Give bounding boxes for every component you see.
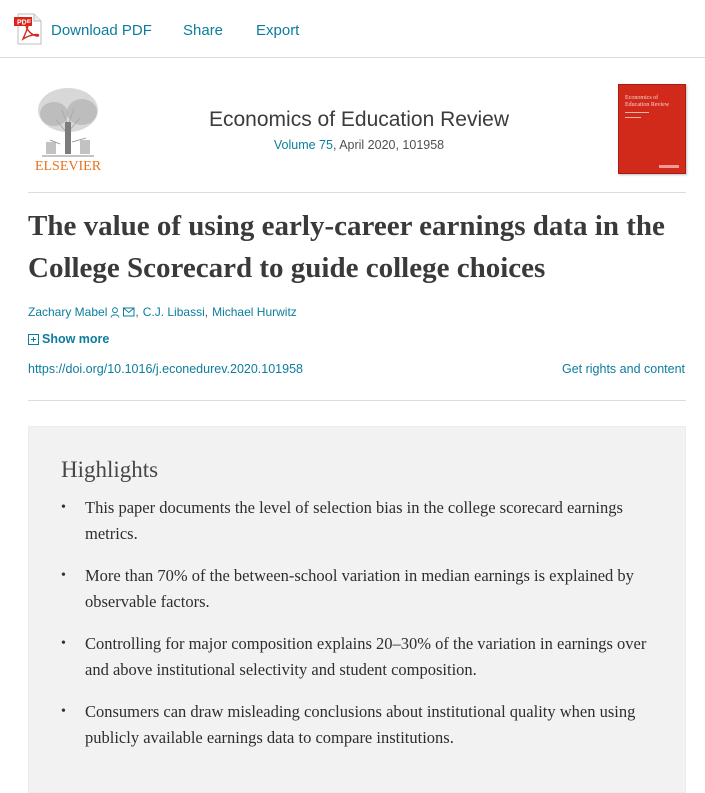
author-link[interactable]: Michael Hurwitz — [212, 305, 297, 319]
show-more-toggle[interactable] — [28, 332, 109, 346]
journal-title[interactable]: Economics of Education Review — [209, 108, 509, 131]
journal-issue-info — [178, 138, 540, 152]
highlight-item: • More than 70% of the between-school variation in median earnings is explained by observable factors. — [61, 563, 671, 615]
share-button[interactable]: Share — [183, 21, 224, 39]
issue-date: , April 2020, 101958 — [332, 138, 445, 152]
pdf-icon[interactable] — [14, 12, 44, 46]
author-link[interactable]: Zachary Mabel — [28, 305, 108, 319]
highlights-title: Highlights — [61, 457, 159, 482]
article-toolbar — [0, 0, 705, 58]
pdf-badge-text: PDF — [17, 19, 31, 27]
elsevier-logo[interactable] — [28, 82, 108, 174]
author-list — [28, 305, 297, 319]
highlight-item: • Consumers can draw misleading conclusions about institutional quality when using publicly available earnings data to compare institutions. — [61, 699, 671, 751]
publisher-name: ELSEVIER — [34, 159, 102, 174]
journal-cover-image[interactable] — [618, 84, 686, 174]
highlights-list — [61, 495, 671, 767]
volume-link[interactable]: Volume 75 — [273, 138, 333, 152]
highlights-panel — [28, 426, 686, 793]
doi-link[interactable]: https://doi.org/10.1016/j.econedurev.2020.101958 — [28, 362, 303, 376]
author-separator: , — [204, 305, 209, 319]
divider — [28, 400, 686, 401]
highlight-item: • Controlling for major composition explains 20–30% of the variation in earnings over and above institutional selectivity and student composition. — [61, 631, 671, 683]
highlight-item: • This paper documents the level of selection bias in the college scorecard earnings metrics. — [61, 495, 671, 547]
divider — [28, 192, 686, 193]
journal-header — [28, 82, 686, 192]
article-title: The value of using early-career earnings data in the College Scorecard to guide college choices — [28, 210, 665, 284]
person-icon[interactable] — [110, 307, 120, 318]
author-link[interactable]: C.J. Libassi — [142, 305, 205, 319]
author-separator: , — [135, 305, 139, 319]
plus-icon — [28, 334, 39, 345]
show-more-label: Show more — [42, 332, 110, 346]
export-button[interactable]: Export — [256, 21, 300, 39]
email-icon[interactable] — [123, 307, 135, 317]
download-pdf-button[interactable]: Download PDF — [51, 21, 152, 39]
rights-link[interactable]: Get rights and content — [562, 362, 685, 376]
cover-title: Economics of Education Review — [625, 95, 670, 108]
